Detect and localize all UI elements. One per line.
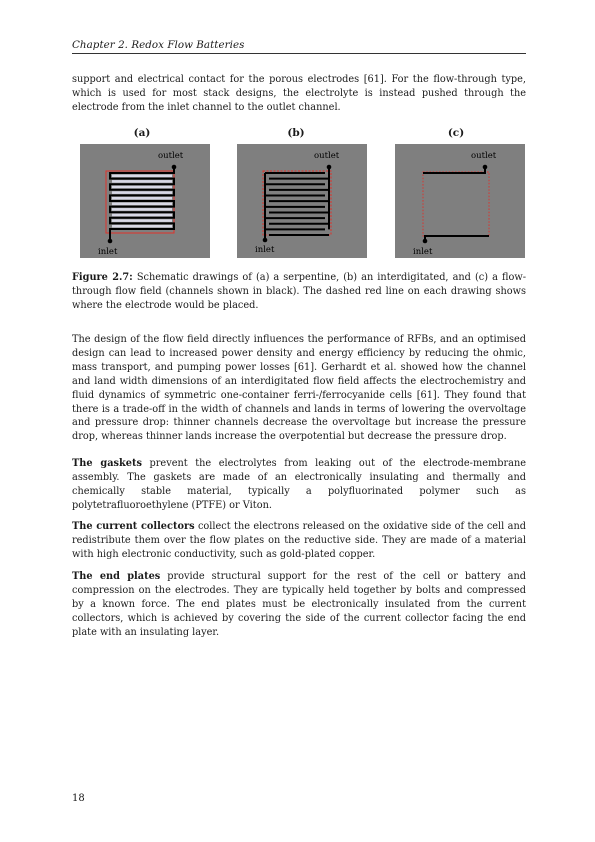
gaskets-term: The gaskets xyxy=(72,458,142,469)
outlet-port xyxy=(172,165,177,170)
land-bar xyxy=(112,203,172,206)
land-bar xyxy=(112,180,172,183)
inlet-port xyxy=(108,239,113,244)
inlet-label: inlet xyxy=(255,245,275,255)
end-plates-term: The end plates xyxy=(72,571,161,582)
interdigitated-flow-field-diagram xyxy=(237,144,367,258)
current-collectors-text: collect the electrons released on the oxidative side of the cell and redistribute them over the flow plates on the reductive side. They are made of a material with high electronic conductivity, such as gold-plated copper. xyxy=(72,521,526,560)
current-collectors-paragraph xyxy=(72,520,526,562)
inlet-port xyxy=(423,239,428,244)
inlet-port xyxy=(263,238,268,243)
land-bar xyxy=(112,208,172,211)
panel-label-c: (c) xyxy=(447,127,465,139)
flow-through-flow-field-diagram xyxy=(395,144,525,258)
outlet-port xyxy=(327,165,332,170)
panel-background xyxy=(395,144,525,258)
gaskets-paragraph xyxy=(72,457,526,513)
gaskets-text: prevent the electrolytes from leaking out of the electrode-membrane assembly. The gaskets are made of an electronically insulating and thermally and chemically stable material, typically a polyfluorinated polymer such as polytetrafluoroethylene (PTFE) or Viton. xyxy=(72,458,526,511)
land-bar xyxy=(112,175,172,178)
current-collectors-term: The current collectors xyxy=(72,521,195,532)
land-bar xyxy=(112,197,172,200)
inlet-label: inlet xyxy=(413,247,433,257)
panel-label-b: (b) xyxy=(287,127,305,139)
flow-field-design-paragraph: The design of the flow field directly influences the performance of RFBs, and an optimised design can lead to increased power density and energy efficiency by reducing the ohmic, mass transport, and pumping power losses [61]. Gerhardt et al. showed how the channel and land width dimensions of an interdigitated flow field affects the electrochemistry and fluid dynamics of symmetric one-container ferri-/ferrocyanide cells [61]. They found that there is a trade-off in the width of channels and lands in terms of lowering the overvoltage and pressure drop: thinner channels decrease the overvoltage but increase the pressure drop, whereas thinner lands increase the overpotential but decrease the pressure drop. xyxy=(72,334,526,443)
header-rule xyxy=(72,53,526,54)
outlet-label: outlet xyxy=(471,151,497,161)
panel-label-a: (a) xyxy=(133,127,151,139)
running-head: Chapter 2. Redox Flow Batteries xyxy=(72,39,245,51)
end-plates-text: provide structural support for the rest of the cell or battery and compression on the electrodes. They are typically held together by bolts and compressed by a known force. The end plates must be electronically insulated from the current collectors, which is achieved by covering the side of the current collector facing the end plate with an insulating layer. xyxy=(72,571,527,638)
outlet-port xyxy=(483,165,488,170)
inlet-label: inlet xyxy=(98,247,118,257)
land-bar xyxy=(112,225,172,228)
end-plates-paragraph xyxy=(72,570,526,640)
land-bar xyxy=(112,186,172,189)
land-bar xyxy=(112,214,172,217)
caption-label: Figure 2.7: xyxy=(72,272,133,283)
land-bar xyxy=(112,191,172,194)
caption-text: Schematic drawings of (a) a serpentine, (b) an interdigitated, and (c) a flow-through flow field (channels shown in black). The dashed red line on each drawing shows where the electrode would be placed. xyxy=(72,272,526,311)
page-number: 18 xyxy=(72,793,85,804)
outlet-label: outlet xyxy=(314,151,340,161)
land-bar xyxy=(112,219,172,222)
figure-caption xyxy=(72,271,526,313)
serpentine-flow-field-diagram xyxy=(80,144,210,258)
outlet-label: outlet xyxy=(158,151,184,161)
intro-paragraph: support and electrical contact for the porous electrodes [61]. For the flow-through type, which is used for most stack designs, the electrolyte is instead pushed through the electrode from the inlet channel to the outlet channel. xyxy=(72,74,526,113)
